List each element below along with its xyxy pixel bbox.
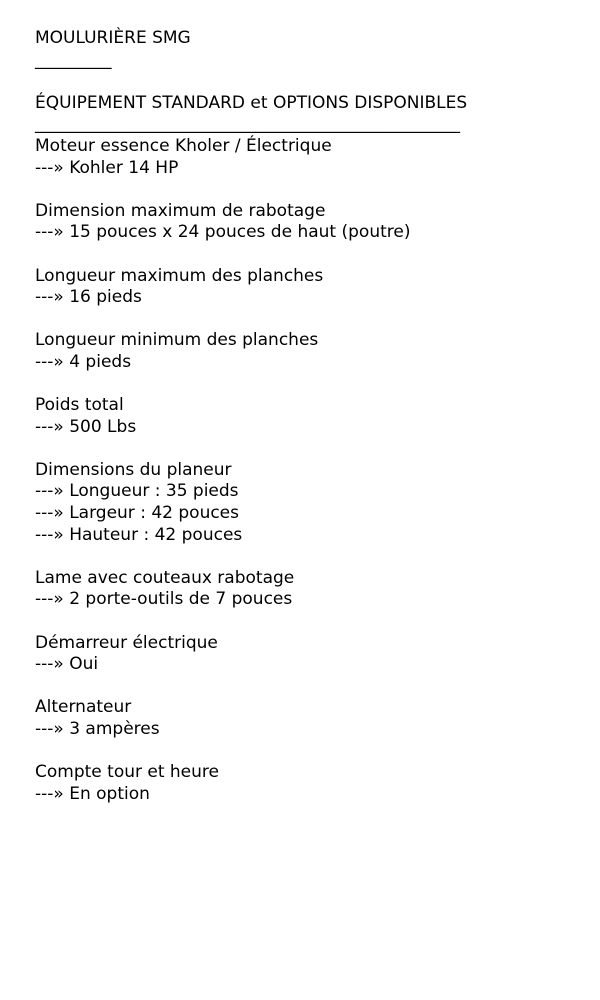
section-heading: ÉQUIPEMENT STANDARD et OPTIONS DISPONIBLES xyxy=(35,92,468,113)
spec-item-longueur-min xyxy=(35,330,575,373)
spec-item-moteur xyxy=(35,136,575,179)
spacer xyxy=(35,71,575,93)
spec-list xyxy=(35,136,575,805)
spec-item-longueur-max xyxy=(35,266,575,309)
spec-label: Poids total xyxy=(35,395,124,416)
spec-value: ---» 500 Lbs xyxy=(35,416,137,437)
spec-value: ---» 4 pieds xyxy=(35,351,132,372)
document-body xyxy=(35,28,575,827)
spec-label: Longueur maximum des planches xyxy=(35,265,324,286)
spec-value: ---» Kohler 14 HP xyxy=(35,157,179,178)
spec-value: ---» Largeur : 42 pouces xyxy=(35,503,239,524)
spec-value: ---» Hauteur : 42 pouces xyxy=(35,524,243,545)
spec-value: ---» Oui xyxy=(35,654,99,675)
spec-value: ---» Longueur : 35 pieds xyxy=(35,481,239,502)
spec-label: Dimension maximum de rabotage xyxy=(35,200,326,221)
spec-value: ---» 15 pouces x 24 pouces de haut (poutre) xyxy=(35,222,411,243)
spec-item-lame xyxy=(35,568,575,611)
spec-value: ---» 16 pieds xyxy=(35,287,142,308)
spec-label: Moteur essence Kholer / Électrique xyxy=(35,135,332,156)
spec-label: Alternateur xyxy=(35,697,132,718)
spec-item-demarreur xyxy=(35,633,575,676)
spec-label: Lame avec couteaux rabotage xyxy=(35,567,295,588)
spec-item-poids xyxy=(35,395,575,438)
spec-label: Compte tour et heure xyxy=(35,762,219,783)
section-underline: __________________________________________________ xyxy=(35,114,460,135)
spec-label: Longueur minimum des planches xyxy=(35,330,319,351)
spec-label: Démarreur électrique xyxy=(35,632,218,653)
spec-value: ---» 2 porte-outils de 7 pouces xyxy=(35,589,293,610)
spec-label: Dimensions du planeur xyxy=(35,459,232,480)
spec-item-compte-tour xyxy=(35,762,575,805)
spec-item-alternateur xyxy=(35,697,575,740)
spec-value: ---» En option xyxy=(35,783,150,804)
page-title: MOULURIÈRE SMG xyxy=(35,28,191,48)
spec-item-dimensions-planeur xyxy=(35,460,575,546)
title-underline: _________ xyxy=(35,49,112,70)
spec-value: ---» 3 ampères xyxy=(35,719,160,739)
spec-item-dimension-rabotage xyxy=(35,201,575,244)
